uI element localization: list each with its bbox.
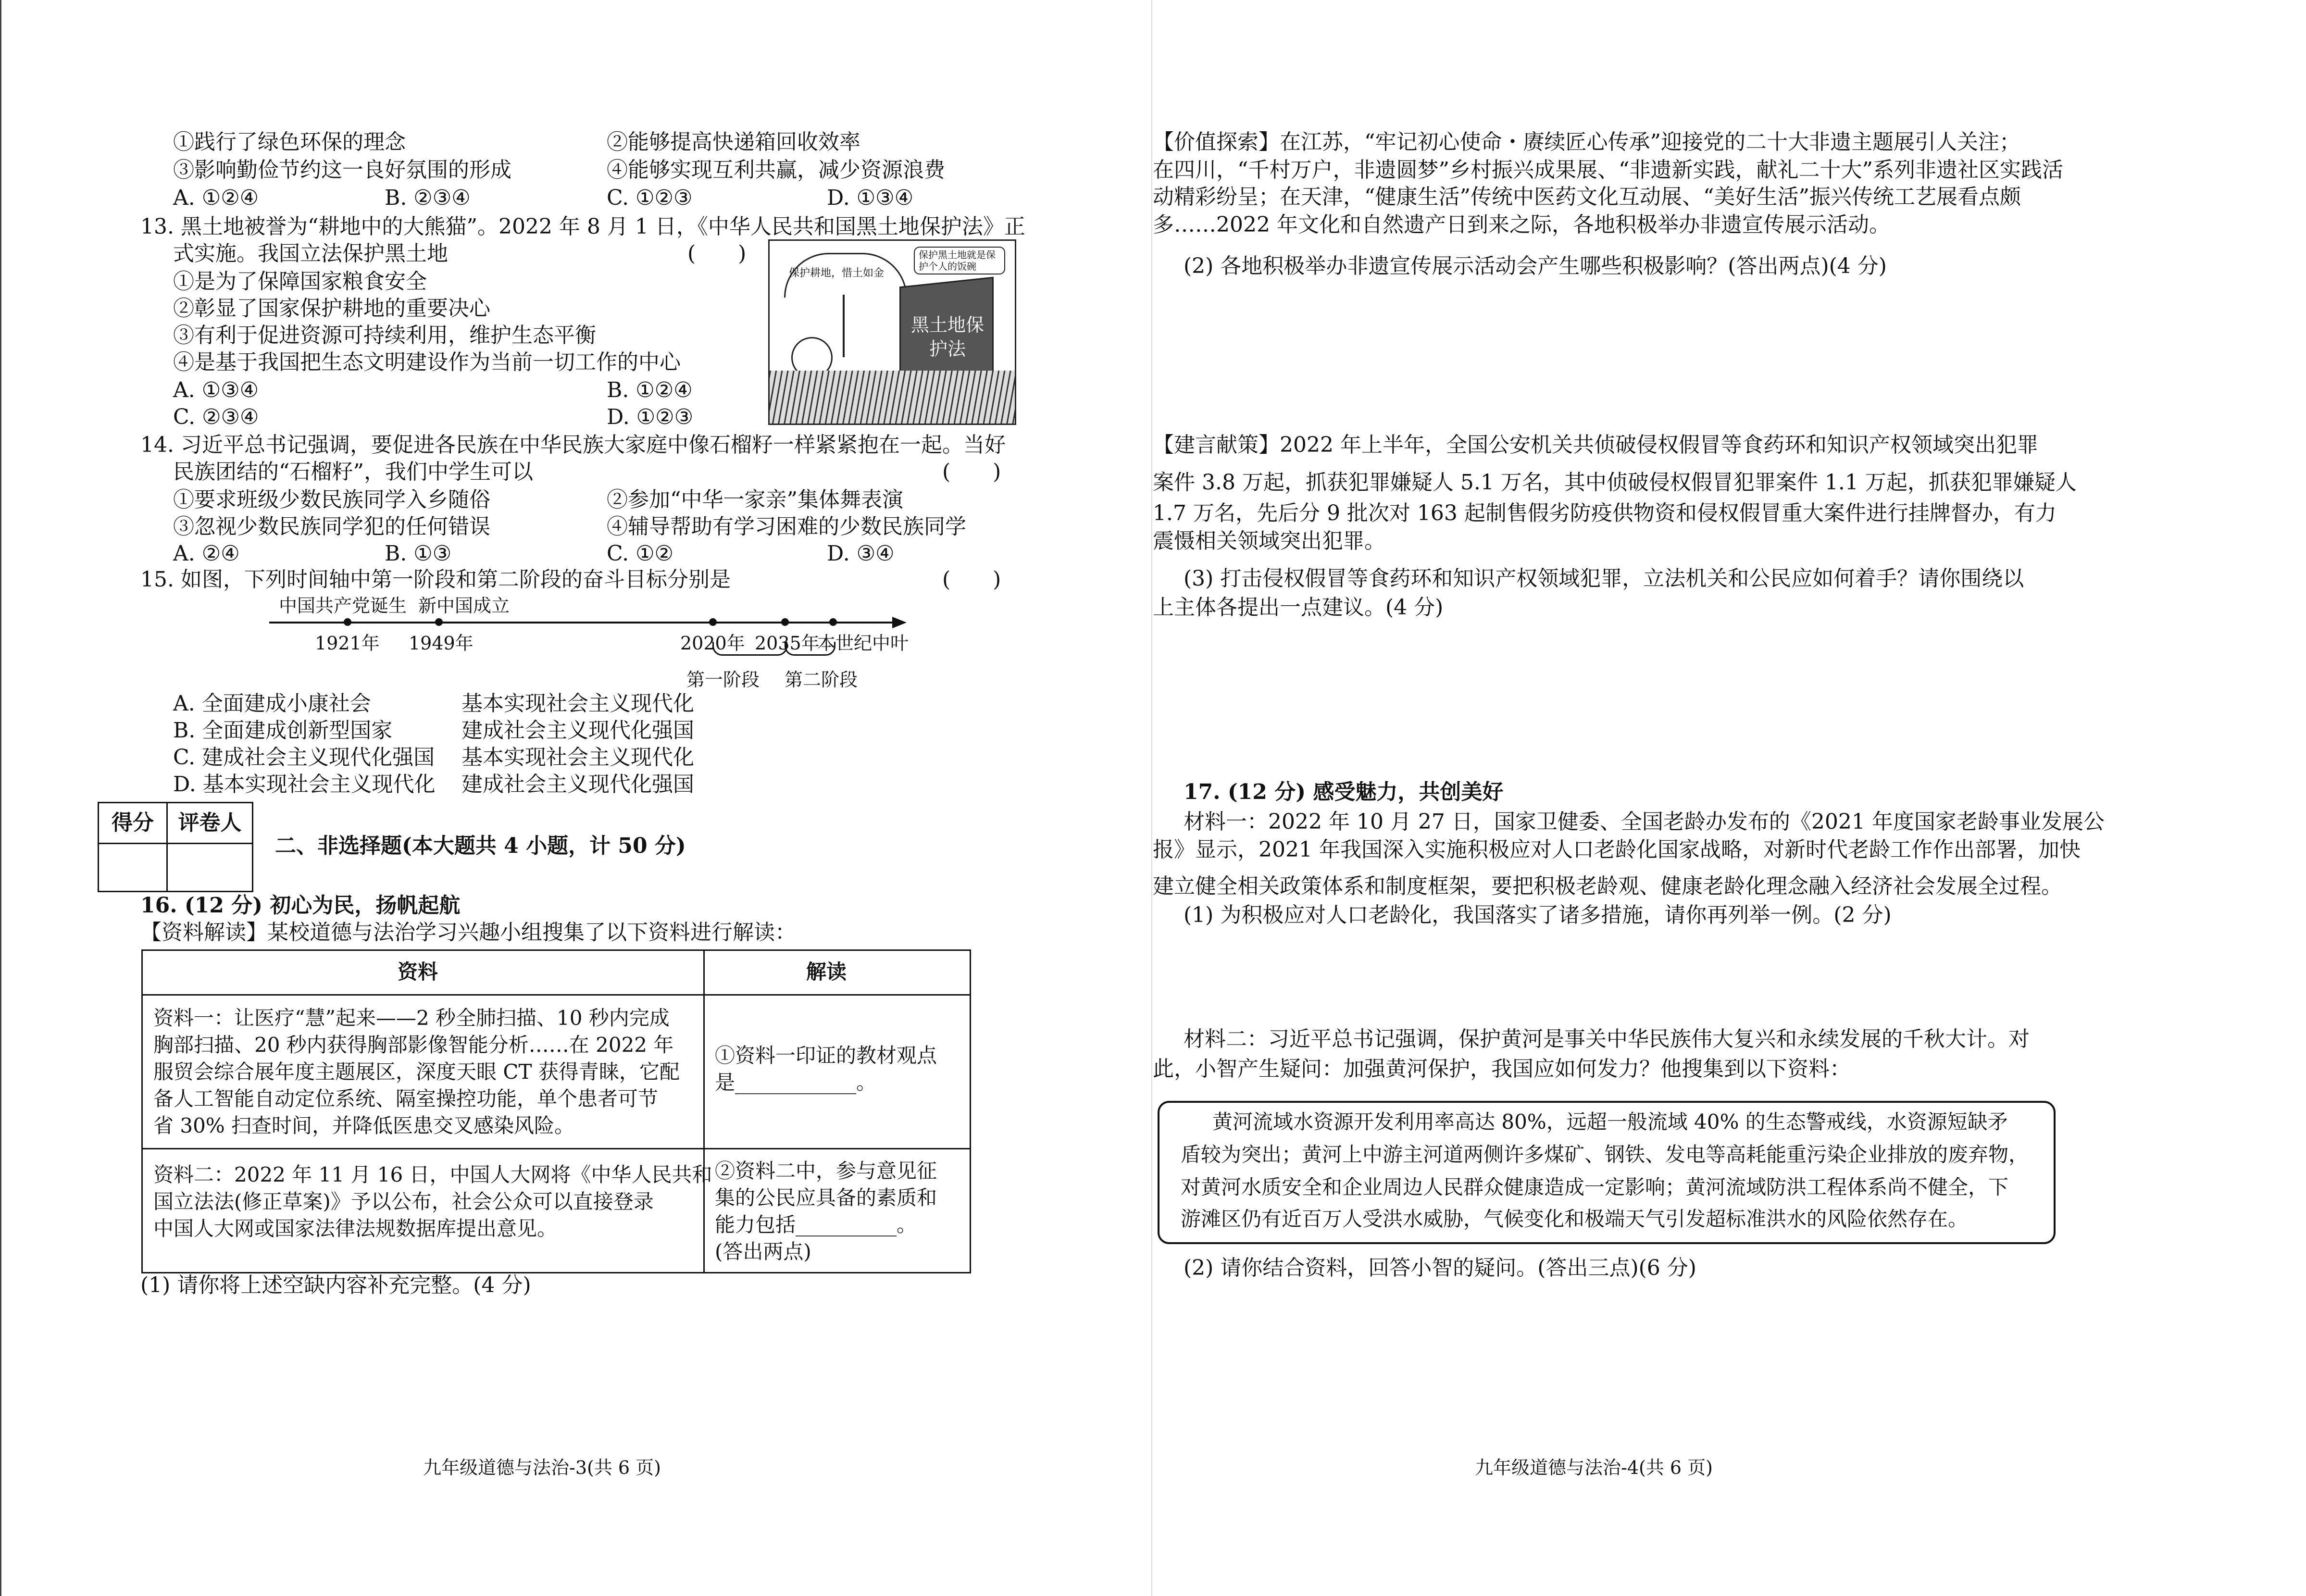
q13-choice-a: A. ①③④ (173, 378, 259, 402)
q15-choice-b-stage2: 建成社会主义现代化强国 (461, 718, 694, 743)
q15-answer-paren: ( ) (942, 567, 1001, 592)
score-box-divider (166, 803, 168, 891)
wheat-field (770, 371, 1015, 424)
timeline-dot-2035 (781, 618, 789, 626)
value-exploration-line4: 多……2022 年文化和自然遗产日到来之际，各地积极举办非遗宣传展示活动。 (1153, 212, 1890, 237)
right-page (1153, 0, 2306, 1596)
q13-stem-line1: 13. 黑土地被誉为“耕地中的大熊猫”。2022 年 8 月 1 日，《中华人民共和国黑土地保护法》正 (140, 214, 1025, 239)
material1-line5: 省 30% 扫查时间，并降低医患交叉感染风险。 (153, 1114, 575, 1137)
grader-label: 评卷人 (168, 803, 252, 844)
material1-line3: 服贸会综合展年度主题展区，深度天眼 CT 获得青睐，它配 (153, 1060, 680, 1084)
q17-question-2: (2) 请你结合资料，回答小智的疑问。(答出三点)(6 分) (1184, 1256, 1696, 1280)
value-exploration-line1: 【价值探索】在江苏，“牢记初心使命・赓续匠心传承”迎接党的二十大非遗主题展引人关注； (1153, 130, 2020, 154)
q14-choice-a: A. ②④ (173, 541, 240, 566)
material2-line1: 资料二：2022 年 11 月 16 日，中国人大网将《中华人民共和 (153, 1163, 712, 1186)
q15-choice-d-stage2: 建成社会主义现代化强国 (461, 772, 694, 797)
yellow-river-material-box (1158, 1101, 2056, 1244)
material2-line3: 中国人大网或国家法律法规数据库提出意见。 (153, 1217, 558, 1240)
timeline-axis (269, 622, 894, 623)
box-line1: 黄河流域水资源开发利用率高达 80%，远超一般流域 40% 的生态警戒线，水资源短缺矛 (1212, 1110, 2008, 1134)
q14-stem-line2: 民族团结的“石榴籽”，我们中学生可以 (173, 460, 533, 484)
q13-choice-d: D. ①②③ (607, 405, 694, 429)
table-row-divider (143, 1148, 970, 1149)
box-line3: 对黄河水质安全和企业周边人民群众健康造成一定影响；黄河流域防洪工程体系尚不健全，下 (1181, 1175, 2009, 1199)
timeline-stage-2: 第二阶段 (785, 669, 858, 690)
table-header-material: 资料 (398, 960, 438, 984)
q17-material2-line2: 此，小智产生疑问：加强黄河保护，我国应如何发力？他搜集到以下资料： (1153, 1057, 1851, 1081)
umbrella-stick (843, 295, 845, 357)
q15-choice-c-stage1: C. 建成社会主义现代化强国 (173, 745, 435, 770)
left-page-footer: 九年级道德与法治-3(共 6 页) (423, 1457, 661, 1478)
q13-answer-paren: ( ) (687, 241, 747, 266)
q15-choice-c-stage2: 基本实现社会主义现代化 (461, 745, 694, 770)
timeline-stage-1: 第一阶段 (686, 669, 760, 690)
cartoon-umbrella-text: 保护耕地，惜土如金 (789, 267, 885, 279)
timeline-dot-1949 (435, 618, 443, 626)
timeline-dot-2020 (709, 618, 717, 626)
value-exploration-line2: 在四川，“千村万户，非遗圆梦”乡村振兴成果展、“非遗新实践，献礼二十大”系列非遗社区实践活 (1153, 158, 2063, 182)
q13-stem-line2: 式实施。我国立法保护黑土地 (173, 241, 448, 266)
q15-choice-a-stage1: A. 全面建成小康社会 (173, 691, 371, 716)
score-box (98, 802, 253, 892)
timeline-dot-1921 (344, 618, 351, 626)
interpretation2-line1: ②资料二中，参与意见征 (715, 1159, 937, 1183)
timeline-mid-century: 本世纪中叶 (817, 633, 909, 654)
q13-option-2: ②彰显了国家保护耕地的重要决心 (173, 296, 490, 321)
table-header-divider (143, 994, 970, 996)
advice-line2: 案件 3.8 万起，抓获犯罪嫌疑人 5.1 万名，其中侦破侵权假冒犯罪案件 1.1 万起，抓获犯罪嫌疑人 (1153, 470, 2077, 495)
timeline-event-1: 中国共产党诞生 (279, 595, 407, 616)
timeline-stage1-brace (712, 642, 787, 656)
q14-option-1: ①要求班级少数民族同学入乡随俗 (173, 487, 490, 512)
q16-question-2: (2) 各地积极举办非遗宣传展示活动会产生哪些积极影响？(答出两点)(4 分) (1184, 254, 1887, 278)
timeline-arrow (892, 617, 907, 628)
q17-material1-line1: 材料一：2022 年 10 月 27 日，国家卫健委、全国老龄办发布的《2021 年度国家老龄事业发展公 (1184, 810, 2105, 834)
q12-choice-c: C. ①②③ (607, 186, 693, 210)
q13-option-4: ④是基于我国把生态文明建设作为当前一切工作的中心 (173, 350, 681, 374)
q14-choice-c: C. ①② (607, 541, 673, 566)
interpretation2-line3: 能力包括__________。 (715, 1213, 917, 1236)
q17-material1-line3: 建立健全相关政策体系和制度框架，要把积极老龄观、健康老龄化理念融入经济社会发展全过程。 (1153, 874, 2062, 898)
q15-choice-b-stage1: B. 全面建成创新型国家 (173, 718, 393, 743)
cartoon-speech-bubble: 保护黑土地就是保护个人的饭碗 (914, 247, 1005, 274)
q14-choice-b: B. ①③ (385, 541, 452, 566)
q15-choice-d-stage1: D. 基本实现社会主义现代化 (173, 772, 436, 797)
material2-line2: 国立法法(修正草案)》予以公布，社会公众可以直接登录 (153, 1190, 654, 1213)
interpretation1-line2: 是____________。 (715, 1071, 877, 1094)
q16-question-3-line2: 上主体各提出一点建议。(4 分) (1153, 595, 1444, 620)
q14-option-2: ②参加“中华一家亲”集体舞表演 (607, 487, 903, 512)
box-line4: 游滩区仍有近百万人受洪水威胁，气候变化和极端天气引发超标准洪水的风险依然存在。 (1181, 1207, 1969, 1231)
q17-material1-line2: 报》显示，2021 年我国深入实施积极应对人口老龄化国家战略，对新时代老龄工作作出部署，加快 (1153, 837, 2081, 862)
interpretation2-line2: 集的公民应具备的素质和 (715, 1186, 937, 1209)
q12-option-4: ④能够实现互利共赢，减少资源浪费 (607, 158, 945, 182)
timeline-year-1921: 1921年 (315, 633, 380, 654)
advice-line1: 【建言献策】2022 年上半年，全国公安机关共侦破侵权假冒等食药环和知识产权领域突出犯罪 (1153, 433, 2038, 457)
q13-option-1: ①是为了保障国家粮食安全 (173, 269, 427, 294)
timeline-year-2035: 2035年 (755, 633, 820, 654)
q12-option-2: ②能够提高快递箱回收效率 (607, 130, 860, 154)
development-timeline (269, 589, 952, 699)
material1-line4: 备人工智能自动定位系统、隔室操控功能，单个患者可节 (153, 1087, 659, 1110)
q13-choice-b: B. ①②④ (607, 378, 693, 402)
interpretation1-line1: ①资料一印证的教材观点 (715, 1044, 937, 1067)
interpretation2-line4: (答出两点) (715, 1240, 811, 1263)
value-exploration-line3: 动精彩纷呈；在天津，“健康生活”传统中医药文化互动展、“美好生活”振兴传统工艺展看点颇 (1153, 185, 2021, 209)
q14-option-3: ③忽视少数民族同学犯的任何错误 (173, 514, 490, 539)
q16-title: 16. (12 分) 初心为民，扬帆起航 (140, 893, 461, 918)
q16-intro: 【资料解读】某校道德与法治学习兴趣小组搜集了以下资料进行解读： (140, 920, 796, 945)
q17-question-1: (1) 为积极应对人口老龄化，我国落实了诸多措施，请你再列举一例。(2 分) (1184, 903, 1892, 927)
advice-line3: 1.7 万名，先后分 9 批次对 163 起制售假劣防疫供物资和侵权假冒重大案件进行挂牌督办，有力 (1153, 501, 2057, 525)
q12-choice-d: D. ①③④ (827, 186, 914, 210)
q12-option-3: ③影响勤俭节约这一良好氛围的形成 (173, 158, 511, 182)
box-line2: 盾较为突出；黄河上中游主河道两侧许多煤矿、钢铁、发电等高耗能重污染企业排放的废弃物， (1181, 1143, 2029, 1166)
q12-choice-b: B. ②③④ (385, 186, 471, 210)
table-header-interpretation: 解读 (806, 960, 847, 984)
q13-choice-c: C. ②③④ (173, 405, 259, 429)
section2-heading: 二、非选择题(本大题共 4 小题，计 50 分) (275, 834, 686, 858)
table-col-divider (703, 951, 705, 1272)
timeline-year-1949: 1949年 (409, 633, 474, 654)
material-table (141, 949, 971, 1273)
q16-question-1: (1) 请你将上述空缺内容补充完整。(4 分) (140, 1273, 531, 1297)
q15-stem: 15. 如图，下列时间轴中第一阶段和第二阶段的奋斗目标分别是 (140, 567, 731, 592)
timeline-event-2: 新中国成立 (418, 595, 510, 616)
q14-option-4: ④辅导帮助有学习困难的少数民族同学 (607, 514, 966, 539)
material1-line1: 资料一：让医疗“慧”起来——2 秒全肺扫描、10 秒内完成 (153, 1006, 670, 1030)
q14-stem-line1: 14. 习近平总书记强调，要促进各民族在中华民族大家庭中像石榴籽一样紧紧抱在一起。当好 (140, 433, 1006, 457)
right-page-footer: 九年级道德与法治-4(共 6 页) (1475, 1457, 1713, 1478)
black-soil-cartoon (768, 239, 1016, 425)
q14-choice-d: D. ③④ (827, 541, 895, 566)
q17-material2-line1: 材料二：习近平总书记强调，保护黄河是事关中华民族伟大复兴和永续发展的千秋大计。对 (1184, 1027, 2030, 1051)
advice-line4: 震慑相关领域突出犯罪。 (1153, 529, 1385, 553)
q15-choice-a-stage2: 基本实现社会主义现代化 (461, 691, 694, 716)
q17-title: 17. (12 分) 感受魅力，共创美好 (1184, 780, 1504, 804)
q14-answer-paren: ( ) (942, 460, 1001, 484)
q13-option-3: ③有利于促进资源可持续利用，维护生态平衡 (173, 323, 596, 348)
q12-option-1: ①践行了绿色环保的理念 (173, 130, 406, 154)
timeline-dot-mid-century (829, 618, 837, 626)
score-label: 得分 (99, 803, 166, 844)
q12-choice-a: A. ①②④ (173, 186, 259, 210)
timeline-year-2020: 2020年 (680, 633, 745, 654)
timeline-stage2-brace (785, 642, 835, 656)
cartoon-book-label: 黑土地保护法 (910, 314, 984, 360)
q16-question-3-line1: (3) 打击侵权假冒等食药环和知识产权领域犯罪，立法机关和公民应如何着手？请你围绕以 (1184, 566, 2024, 591)
material1-line2: 胸部扫描、20 秒内获得胸部影像智能分析……在 2022 年 (153, 1033, 674, 1057)
